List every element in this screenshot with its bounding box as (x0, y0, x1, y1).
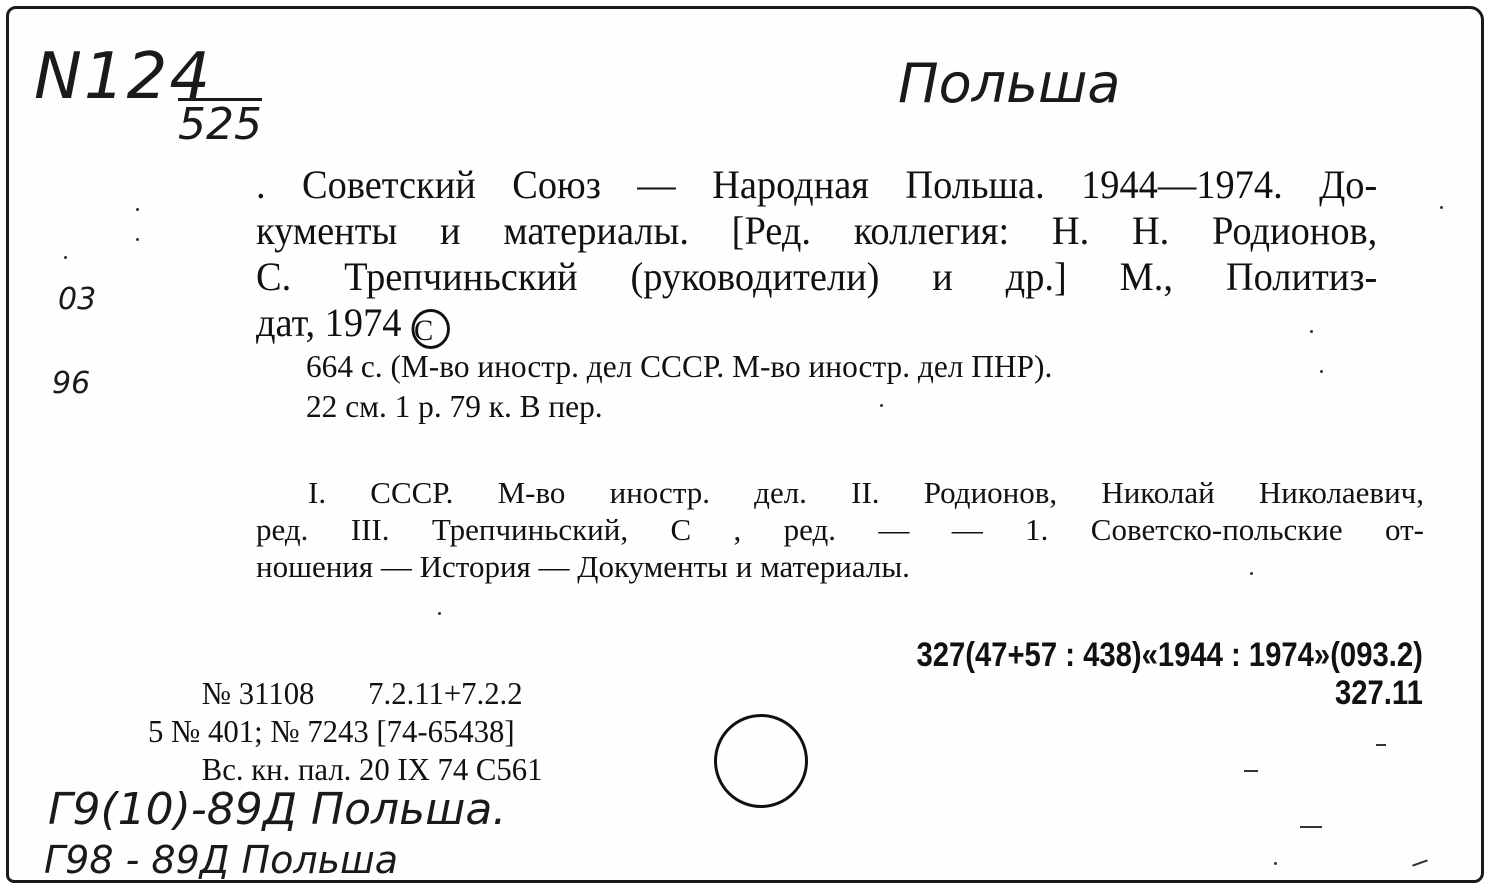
speck (136, 208, 139, 211)
tracing-line: I. СССР. М-во иностр. дел. II. Родионов, Николай Николаевич, (308, 475, 1424, 510)
registration-number: № 31108 (201, 675, 315, 711)
shelfmark-handwritten: N124 (34, 40, 213, 114)
udc-index: 327(47+57 : 438)«1944 : 1974»(093.2) (916, 636, 1423, 674)
bbk-index: 327.11 (1335, 674, 1423, 712)
bottom-note-line1: Г9(10)-89Д Польша. (48, 784, 507, 835)
entry-line: кументы и материалы. [Ред. коллегия: Н. Н. Родионов, (256, 208, 1378, 253)
registration-row: 5 № 401; № 7243 [74-65438] (148, 713, 515, 749)
margin-note-a: 03 (58, 282, 97, 317)
speck (1250, 572, 1253, 575)
speck (438, 612, 441, 615)
classification (917, 636, 1423, 712)
collation-line: 22 см. 1 р. 79 к. В пер. (306, 388, 603, 424)
stamp-circle (714, 714, 808, 808)
speck (1320, 370, 1323, 373)
tracing-line: ред. III. Трепчиньский, С , ред. — — 1. Советско-польские от- (256, 512, 1424, 547)
speck (136, 238, 139, 241)
bottom-note-line2: Г98 - 89Д Польша (44, 838, 399, 882)
entry-line: дат, 1974 (256, 300, 402, 345)
speck (1310, 330, 1313, 333)
speck (1440, 206, 1443, 209)
tracing-line: ношения — История — Документы и материалы. (256, 549, 910, 584)
country-handwritten: Польша (898, 52, 1121, 115)
registration-row: Вс. кн. пал. 20 IX 74 С561 (201, 751, 543, 787)
collation-line: 664 с. (М-во иностр. дел СССР. М-во иностр. дел ПНР). (306, 348, 1053, 384)
speck (880, 404, 883, 407)
speck (64, 256, 67, 259)
smudge (1300, 826, 1322, 828)
entry-line: . Советский Союз — Народная Польша. 1944—1974. До- (256, 162, 1378, 207)
registration-index: 7.2.11+7.2.2 (368, 675, 523, 711)
registration-row (148, 674, 542, 712)
collation (306, 346, 1052, 426)
smudge (1376, 744, 1386, 746)
bibliographic-entry (256, 162, 1377, 349)
tracings (256, 474, 1424, 585)
entry-line-last (256, 300, 1377, 349)
shelfmark-sub-handwritten: 525 (178, 99, 262, 150)
smudge (1244, 770, 1258, 772)
speck (1274, 862, 1277, 865)
registration-block (148, 674, 542, 788)
copyright-icon: C (411, 309, 449, 349)
entry-line: С. Трепчиньский (руководители) и др.] М., Политиз- (256, 254, 1378, 299)
margin-note-b: 96 (52, 366, 91, 401)
